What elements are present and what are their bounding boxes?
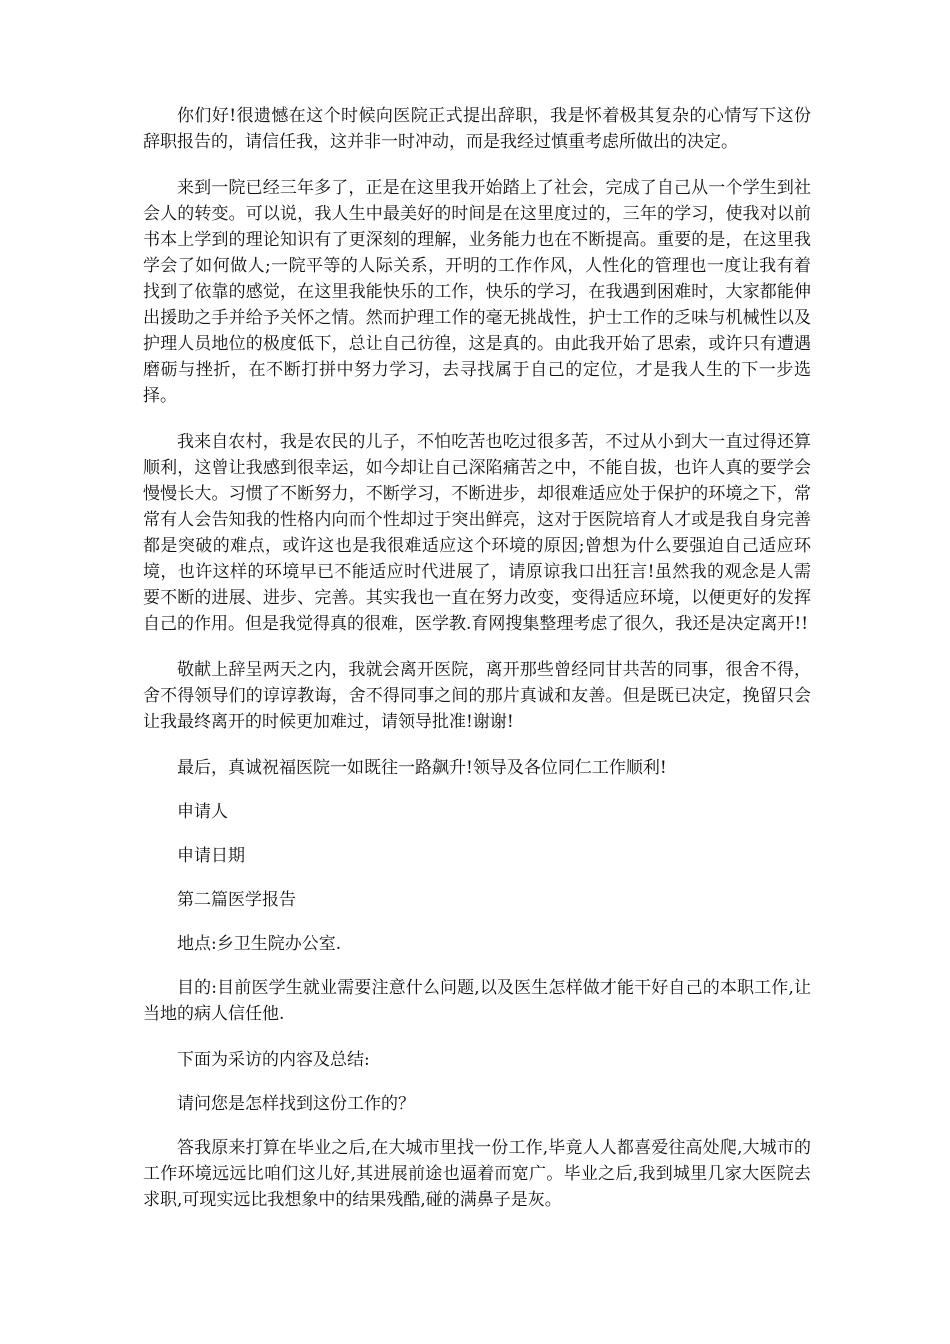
section-title-medical-report: 第二篇医学报告: [177, 890, 296, 910]
paragraph-answer: 答我原来打算在毕业之后,在大城市里找一份工作,毕竟人人都喜爱往高处爬,大城市的工作环境远远比咱们这儿好,其进展前途也逼着而宽广。毕业之后,我到城里几家大医院去求职,可现实远比我想象中的结果残酷,碰的满鼻子是灰。: [143, 1138, 811, 1210]
paragraph-greeting: 你们好!很遗憾在这个时候向医院正式提出辞职，我是怀着极其复杂的心情写下这份辞职报告的，请信任我，这并非一时冲动，而是我经过慎重考虑所做出的决定。: [143, 106, 811, 152]
paragraph-location: 地点:乡卫生院办公室.: [177, 934, 342, 954]
document-body: [143, 103, 811, 1233]
paragraph-personal-background: 我来自农村，我是农民的儿子，不怕吃苦也吃过很多苦，不过从小到大一直过得还算顺利，这曾让我感到很幸运，如今却让自己深陷痛苦之中，不能自拔，也许人真的要学会慢慢长大。习惯了不断努力，不断学习，不断进步，却很难适应处于保护的环境之下，常常有人会告知我的性格内向而个性却过于突出鲜亮，这对于医院培育人才或是我自身完善都是突破的难点，或许这也是我很难适应这个环境的原因;曾想为什么要强迫自己适应环境，也许这样的环境早已不能适应时代进展了，请原谅我口出狂言!虽然我的观念是人需要不断的进展、进步、完善。其实我也一直在努力改变，变得适应环境，以便更好的发挥自己的作用。但是我觉得真的很难，医学教.育网搜集整理考虑了很久，我还是决定离开!!: [143, 432, 811, 634]
paragraph-question: 请问您是怎样找到这份工作的？: [177, 1094, 415, 1114]
applicant-label: 申请人: [177, 802, 228, 822]
paragraph-departure: 敬献上辞呈两天之内，我就会离开医院，离开那些曾经同甘共苦的同事，很舍不得，舍不得领导们的谆谆教诲，舍不得同事之间的那片真诚和友善。但是既已决定，挽留只会让我最终离开的时候更加难过，请领导批准!谢谢!: [143, 660, 811, 732]
paragraph-closing-wishes: 最后，真诚祝福医院一如既往一路飙升!领导及各位同仁工作顺利!: [177, 758, 667, 778]
paragraph-purpose: 目的:目前医学生就业需要注意什么问题,以及医生怎样做才能干好自己的本职工作,让当地的病人信任他.: [143, 978, 811, 1024]
paragraph-interview-intro: 下面为采访的内容及总结:: [177, 1050, 370, 1070]
paragraph-hospital-experience: 来到一院已经三年多了，正是在这里我开始踏上了社会，完成了自己从一个学生到社会人的转变。可以说，我人生中最美好的时间是在这里度过的，三年的学习，使我对以前书本上学到的理论知识有了更深刻的理解，业务能力也在不断提高。重要的是，在这里我学会了如何做人;一院平等的人际关系，开明的工作作风，人性化的管理也一度让我有着找到了依靠的感觉，在这里我能快乐的工作，快乐的学习，在我遇到困难时，大家都能伸出援助之手并给予关怀之情。然而护理工作的毫无挑战性，护士工作的乏味与机械性以及护理人员地位的极度低下，总让自己彷徨，这是真的。由此我开始了思索，或许只有遭遇磨砺与挫折，在不断打拼中努力学习，去寻找属于自己的定位，才是我人生的下一步选择。: [143, 178, 811, 406]
application-date-label: 申请日期: [177, 846, 245, 866]
